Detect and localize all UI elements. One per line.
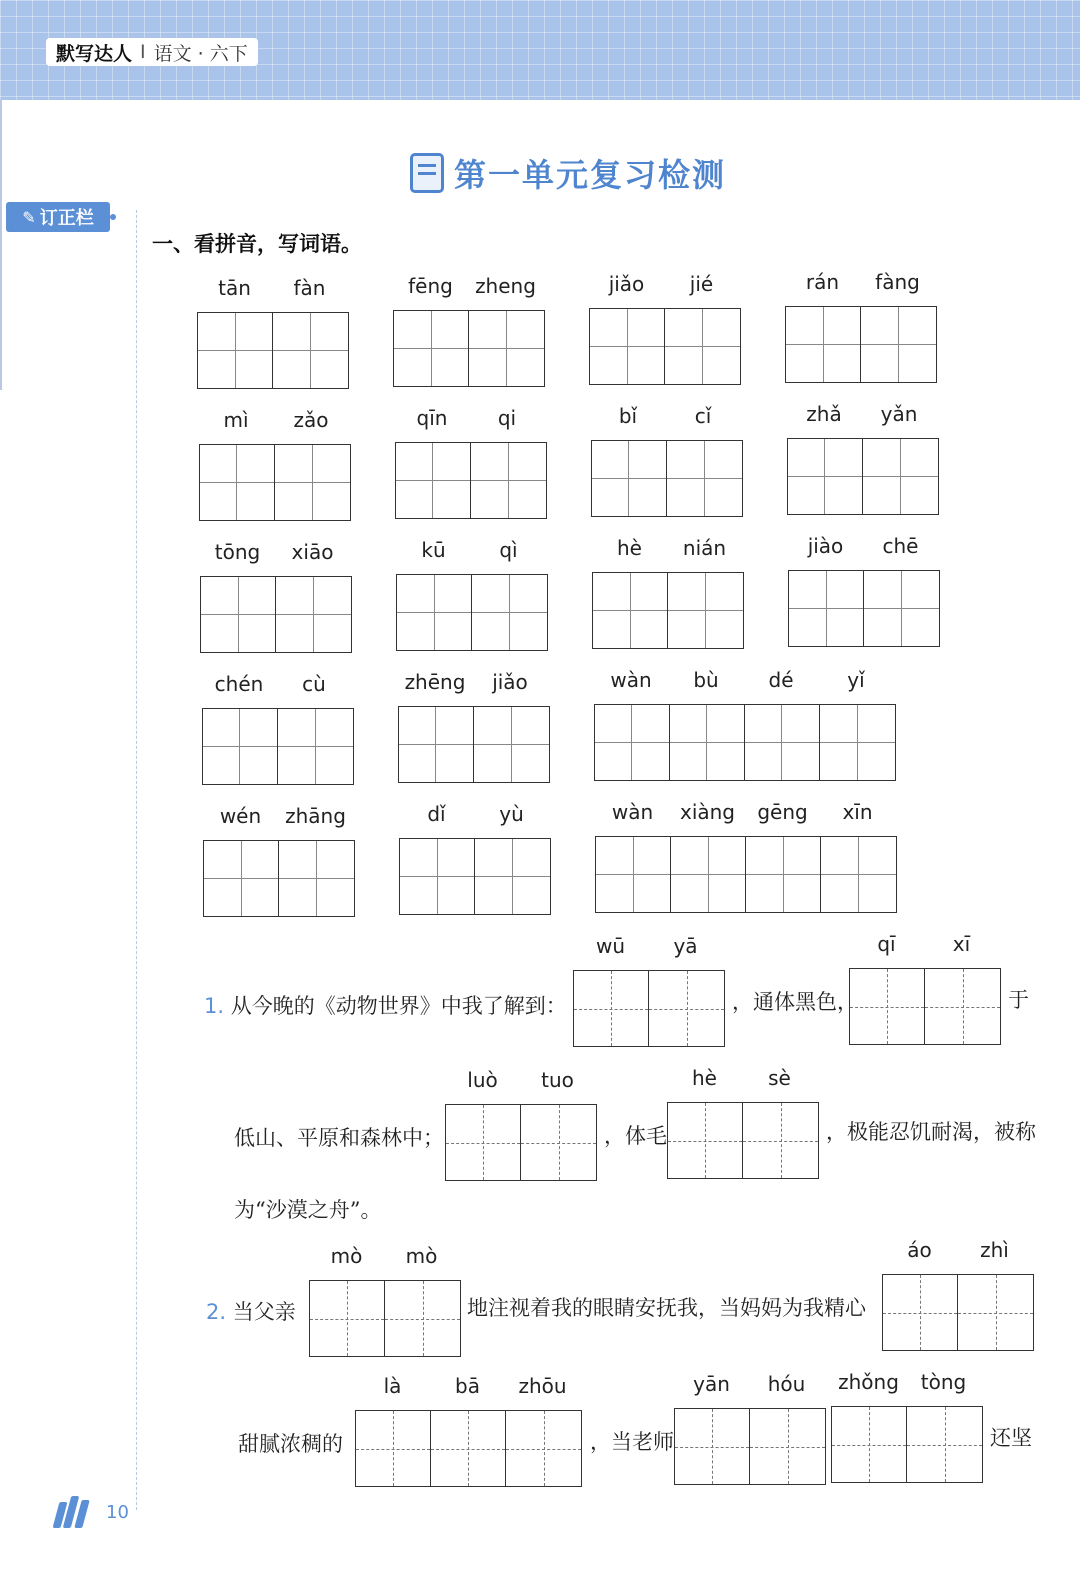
pinyin-syllable: yā: [673, 934, 698, 958]
sentence-1-text-f: ，极能忍饥耐渴，被称: [826, 1120, 1036, 1144]
pinyin-syllable: áo: [907, 1238, 932, 1262]
pinyin-row: [591, 404, 741, 434]
answer-box-aozhi[interactable]: [882, 1238, 1034, 1351]
pinyin-syllable: xīn: [842, 800, 873, 824]
pinyin-syllable: zhì: [980, 1238, 1009, 1262]
pinyin-row: [849, 932, 999, 962]
pinyin-syllable: jiào: [807, 534, 844, 558]
pinyin-syllable: mì: [223, 408, 249, 432]
writing-cell[interactable]: [667, 441, 742, 516]
writing-cell[interactable]: [665, 309, 740, 384]
pinyin-row: [787, 402, 937, 432]
word-exercise[interactable]: [202, 672, 354, 785]
pinyin-syllable: chē: [882, 534, 919, 558]
word-exercise[interactable]: [787, 402, 939, 515]
sentence-2-text-e: 还坚: [990, 1426, 1032, 1450]
writing-cell[interactable]: [883, 1275, 958, 1350]
pinyin-syllable: zhēng: [404, 670, 466, 694]
writing-grid[interactable]: [396, 574, 548, 651]
sentence-1-text-e: ，体毛: [604, 1124, 667, 1148]
pinyin-syllable: zhǎ: [806, 402, 842, 426]
writing-cell[interactable]: [745, 705, 820, 780]
sentence-1-text-c: 于: [1008, 988, 1029, 1012]
writing-cell[interactable]: [668, 573, 743, 648]
word-exercise[interactable]: [200, 540, 352, 653]
word-exercise[interactable]: [393, 274, 545, 387]
word-exercise[interactable]: [591, 404, 743, 517]
writing-cell[interactable]: [821, 837, 896, 912]
writing-cell[interactable]: [750, 1409, 825, 1484]
answer-box-qixi[interactable]: [849, 932, 1001, 1045]
pinyin-syllable: mò: [330, 1244, 363, 1268]
writing-cell[interactable]: [396, 443, 471, 518]
writing-cell[interactable]: [649, 971, 724, 1046]
answer-box-wuya[interactable]: [573, 934, 725, 1047]
pinyin-syllable: mò: [405, 1244, 438, 1268]
writing-grid[interactable]: [674, 1408, 826, 1485]
pencil-icon: ✎: [22, 207, 36, 227]
writing-cell[interactable]: [595, 705, 670, 780]
writing-grid[interactable]: [667, 1102, 819, 1179]
pinyin-syllable: dé: [768, 668, 794, 692]
answer-box-luotuo[interactable]: [445, 1068, 597, 1181]
page-number: 10: [106, 1502, 129, 1523]
pinyin-row: [445, 1068, 595, 1098]
pinyin-row: [674, 1372, 824, 1402]
writing-grid[interactable]: [785, 306, 937, 383]
pinyin-syllable: tuo: [541, 1068, 574, 1092]
pinyin-row: [200, 540, 350, 570]
writing-cell[interactable]: [675, 1409, 750, 1484]
word-exercise[interactable]: [197, 276, 349, 389]
pinyin-syllable: jiǎo: [608, 272, 645, 296]
sentence-1-text-d: 低山、平原和森林中；: [234, 1126, 444, 1150]
writing-grid[interactable]: [203, 840, 355, 917]
pinyin-syllable: zheng: [475, 274, 536, 298]
pinyin-row: [199, 408, 349, 438]
writing-cell[interactable]: [394, 311, 469, 386]
pinyin-syllable: gēng: [757, 800, 808, 824]
writing-grid[interactable]: [573, 970, 725, 1047]
pinyin-syllable: qīn: [416, 406, 448, 430]
pinyin-syllable: zhǒng: [838, 1370, 899, 1394]
writing-grid[interactable]: [309, 1280, 461, 1357]
writing-grid[interactable]: [591, 440, 743, 517]
notebook-icon: [410, 153, 444, 193]
word-exercise[interactable]: [395, 406, 547, 519]
pinyin-syllable: zǎo: [293, 408, 329, 432]
writing-cell[interactable]: [590, 309, 665, 384]
writing-cell[interactable]: [925, 969, 1000, 1044]
pinyin-syllable: wū: [595, 934, 626, 958]
pinyin-syllable: yǎn: [880, 402, 918, 426]
pinyin-row: [355, 1374, 580, 1404]
writing-grid[interactable]: [200, 576, 352, 653]
writing-cell[interactable]: [397, 575, 472, 650]
pinyin-syllable: yǐ: [847, 668, 865, 692]
writing-cell[interactable]: [864, 571, 939, 646]
writing-cell[interactable]: [198, 313, 273, 388]
writing-cell[interactable]: [475, 839, 550, 914]
writing-cell[interactable]: [521, 1105, 596, 1180]
writing-cell[interactable]: [399, 707, 474, 782]
writing-grid[interactable]: [197, 312, 349, 389]
writing-cell[interactable]: [275, 445, 350, 520]
pinyin-row: [595, 800, 895, 830]
writing-cell[interactable]: [278, 709, 353, 784]
word-exercise[interactable]: [595, 800, 897, 913]
writing-cell[interactable]: [907, 1407, 982, 1482]
word-exercise[interactable]: [399, 802, 551, 915]
pinyin-row: [667, 1066, 817, 1096]
pinyin-syllable: nián: [682, 536, 727, 560]
pinyin-syllable: qi: [497, 406, 517, 430]
writing-cell[interactable]: [788, 439, 863, 514]
writing-grid[interactable]: [592, 572, 744, 649]
pinyin-syllable: sè: [768, 1066, 791, 1090]
unit-title: [410, 148, 726, 198]
word-exercise[interactable]: [199, 408, 351, 521]
side-rule: [0, 100, 2, 390]
answer-box-zhongtong[interactable]: [831, 1370, 983, 1483]
pinyin-row: [393, 274, 543, 304]
writing-cell[interactable]: [592, 441, 667, 516]
pinyin-syllable: zhāng: [285, 804, 346, 828]
pinyin-row: [882, 1238, 1032, 1268]
answer-box-momo[interactable]: [309, 1244, 461, 1357]
pinyin-syllable: fēng: [408, 274, 453, 298]
pinyin-syllable: rán: [805, 270, 840, 294]
pinyin-syllable: là: [383, 1374, 402, 1398]
word-exercise[interactable]: [592, 536, 744, 649]
writing-grid[interactable]: [445, 1104, 597, 1181]
pinyin-row: [399, 802, 549, 832]
pinyin-syllable: hè: [617, 536, 642, 560]
writing-grid[interactable]: [355, 1410, 582, 1487]
writing-cell[interactable]: [400, 839, 475, 914]
sentence-2-text-b: 地注视着我的眼睛安抚我，当妈妈为我精心: [467, 1296, 866, 1320]
pinyin-row: [573, 934, 723, 964]
writing-cell[interactable]: [820, 705, 895, 780]
writing-grid[interactable]: [395, 442, 547, 519]
word-exercise[interactable]: [594, 668, 896, 781]
writing-cell[interactable]: [789, 571, 864, 646]
pinyin-syllable: zhōu: [518, 1374, 567, 1398]
answer-box-labazhou[interactable]: [355, 1374, 582, 1487]
writing-cell[interactable]: [279, 841, 354, 916]
pinyin-syllable: hè: [692, 1066, 717, 1090]
sentence-1-text-b: ，通体黑色，: [732, 990, 858, 1014]
writing-cell[interactable]: [670, 705, 745, 780]
writing-grid[interactable]: [595, 836, 897, 913]
writing-cell[interactable]: [574, 971, 649, 1046]
pinyin-row: [309, 1244, 459, 1274]
writing-cell[interactable]: [276, 577, 351, 652]
pinyin-row: [398, 670, 548, 700]
correction-column-label: [6, 202, 110, 232]
section-1-title: 一、看拼音，写词语。: [152, 232, 362, 256]
pinyin-syllable: dǐ: [427, 802, 446, 826]
pinyin-syllable: fàn: [293, 276, 326, 300]
writing-cell[interactable]: [743, 1103, 818, 1178]
sentence-1-number: 1.: [204, 994, 225, 1018]
writing-cell[interactable]: [446, 1105, 521, 1180]
writing-grid[interactable]: [199, 444, 351, 521]
writing-grid[interactable]: [788, 570, 940, 647]
word-exercise[interactable]: [589, 272, 741, 385]
pinyin-row: [589, 272, 739, 302]
word-exercise[interactable]: [785, 270, 937, 383]
writing-cell[interactable]: [472, 575, 547, 650]
writing-grid[interactable]: [398, 706, 550, 783]
pinyin-syllable: xiàng: [679, 800, 736, 824]
writing-grid[interactable]: [787, 438, 939, 515]
pinyin-syllable: wàn: [611, 800, 654, 824]
pinyin-syllable: tòng: [920, 1370, 967, 1394]
pinyin-syllable: chén: [214, 672, 264, 696]
writing-cell[interactable]: [832, 1407, 907, 1482]
pinyin-row: [203, 804, 353, 834]
pinyin-syllable: kū: [421, 538, 446, 562]
pinyin-syllable: fàng: [875, 270, 920, 294]
writing-cell[interactable]: [506, 1411, 581, 1486]
writing-cell[interactable]: [356, 1411, 431, 1486]
pinyin-syllable: luò: [467, 1068, 498, 1092]
writing-cell[interactable]: [850, 969, 925, 1044]
writing-grid[interactable]: [882, 1274, 1034, 1351]
pinyin-row: [594, 668, 894, 698]
word-exercise[interactable]: [396, 538, 548, 651]
pinyin-row: [396, 538, 546, 568]
pinyin-syllable: hóu: [767, 1372, 806, 1396]
answer-box-hese[interactable]: [667, 1066, 819, 1179]
subject-label: 语文 · 六下: [153, 42, 248, 65]
pinyin-syllable: cù: [302, 672, 326, 696]
margin-dashed-line: [136, 210, 137, 1510]
writing-grid[interactable]: [831, 1406, 983, 1483]
word-exercise[interactable]: [788, 534, 940, 647]
writing-cell[interactable]: [861, 307, 936, 382]
writing-cell[interactable]: [746, 837, 821, 912]
writing-cell[interactable]: [385, 1281, 460, 1356]
writing-cell[interactable]: [958, 1275, 1033, 1350]
pinyin-syllable: tōng: [214, 540, 261, 564]
writing-cell[interactable]: [469, 311, 544, 386]
writing-cell[interactable]: [471, 443, 546, 518]
pinyin-syllable: qì: [499, 538, 518, 562]
brand-name: 默写达人: [56, 42, 133, 65]
pinyin-syllable: wàn: [610, 668, 652, 692]
pinyin-syllable: cǐ: [694, 404, 712, 428]
sentence-2-text-d: ，当老师: [590, 1430, 674, 1454]
writing-cell[interactable]: [671, 837, 746, 912]
writing-grid[interactable]: [594, 704, 896, 781]
footer-book-logo: [56, 1496, 89, 1528]
sentence-2-text-a: 当父亲: [232, 1300, 296, 1324]
writing-cell[interactable]: [431, 1411, 506, 1486]
brand-separator: I: [140, 41, 146, 63]
pinyin-syllable: qī: [877, 932, 896, 956]
writing-cell[interactable]: [273, 313, 348, 388]
writing-grid[interactable]: [589, 308, 741, 385]
pinyin-syllable: bā: [455, 1374, 480, 1398]
unit-title-text: 第一单元复习检测: [454, 156, 727, 194]
writing-grid[interactable]: [399, 838, 551, 915]
pinyin-row: [197, 276, 347, 306]
book-brand: [46, 38, 258, 66]
writing-cell[interactable]: [596, 837, 671, 912]
sentence-1-line-1: [204, 990, 567, 1020]
writing-cell[interactable]: [863, 439, 938, 514]
pinyin-syllable: bù: [693, 668, 719, 692]
pinyin-row: [788, 534, 938, 564]
pinyin-row: [395, 406, 545, 436]
sentence-2-text-c: 甜腻浓稠的: [238, 1432, 343, 1456]
pinyin-syllable: yù: [499, 802, 524, 826]
pinyin-syllable: jiǎo: [492, 670, 528, 694]
writing-cell[interactable]: [593, 573, 668, 648]
sentence-2-line-1: [206, 1296, 296, 1326]
writing-cell[interactable]: [200, 445, 275, 520]
pinyin-syllable: tān: [218, 276, 251, 300]
writing-cell[interactable]: [201, 577, 276, 652]
writing-cell[interactable]: [668, 1103, 743, 1178]
pinyin-syllable: bǐ: [618, 404, 638, 428]
pinyin-row: [785, 270, 935, 300]
writing-cell[interactable]: [310, 1281, 385, 1356]
pinyin-row: [831, 1370, 981, 1400]
pinyin-syllable: xiāo: [291, 540, 334, 564]
pinyin-syllable: yān: [693, 1372, 730, 1396]
pinyin-syllable: xī: [952, 932, 971, 956]
writing-grid[interactable]: [202, 708, 354, 785]
writing-cell[interactable]: [474, 707, 549, 782]
writing-grid[interactable]: [849, 968, 1001, 1045]
writing-grid[interactable]: [393, 310, 545, 387]
pinyin-syllable: jié: [689, 272, 714, 296]
sentence-2-number: 2.: [206, 1300, 227, 1324]
word-exercise[interactable]: [398, 670, 550, 783]
writing-cell[interactable]: [204, 841, 279, 916]
sentence-1-text-g: 为“沙漠之舟”。: [234, 1198, 382, 1222]
pinyin-syllable: wén: [219, 804, 262, 828]
answer-box-yanhou[interactable]: [674, 1372, 826, 1485]
word-exercise[interactable]: [203, 804, 355, 917]
sentence-1-text-a: 从今晚的《动物世界》中我了解到：: [230, 994, 567, 1018]
correction-label-text: 订正栏: [39, 208, 94, 229]
writing-cell[interactable]: [203, 709, 278, 784]
writing-cell[interactable]: [786, 307, 861, 382]
pinyin-row: [202, 672, 352, 702]
pinyin-row: [592, 536, 742, 566]
